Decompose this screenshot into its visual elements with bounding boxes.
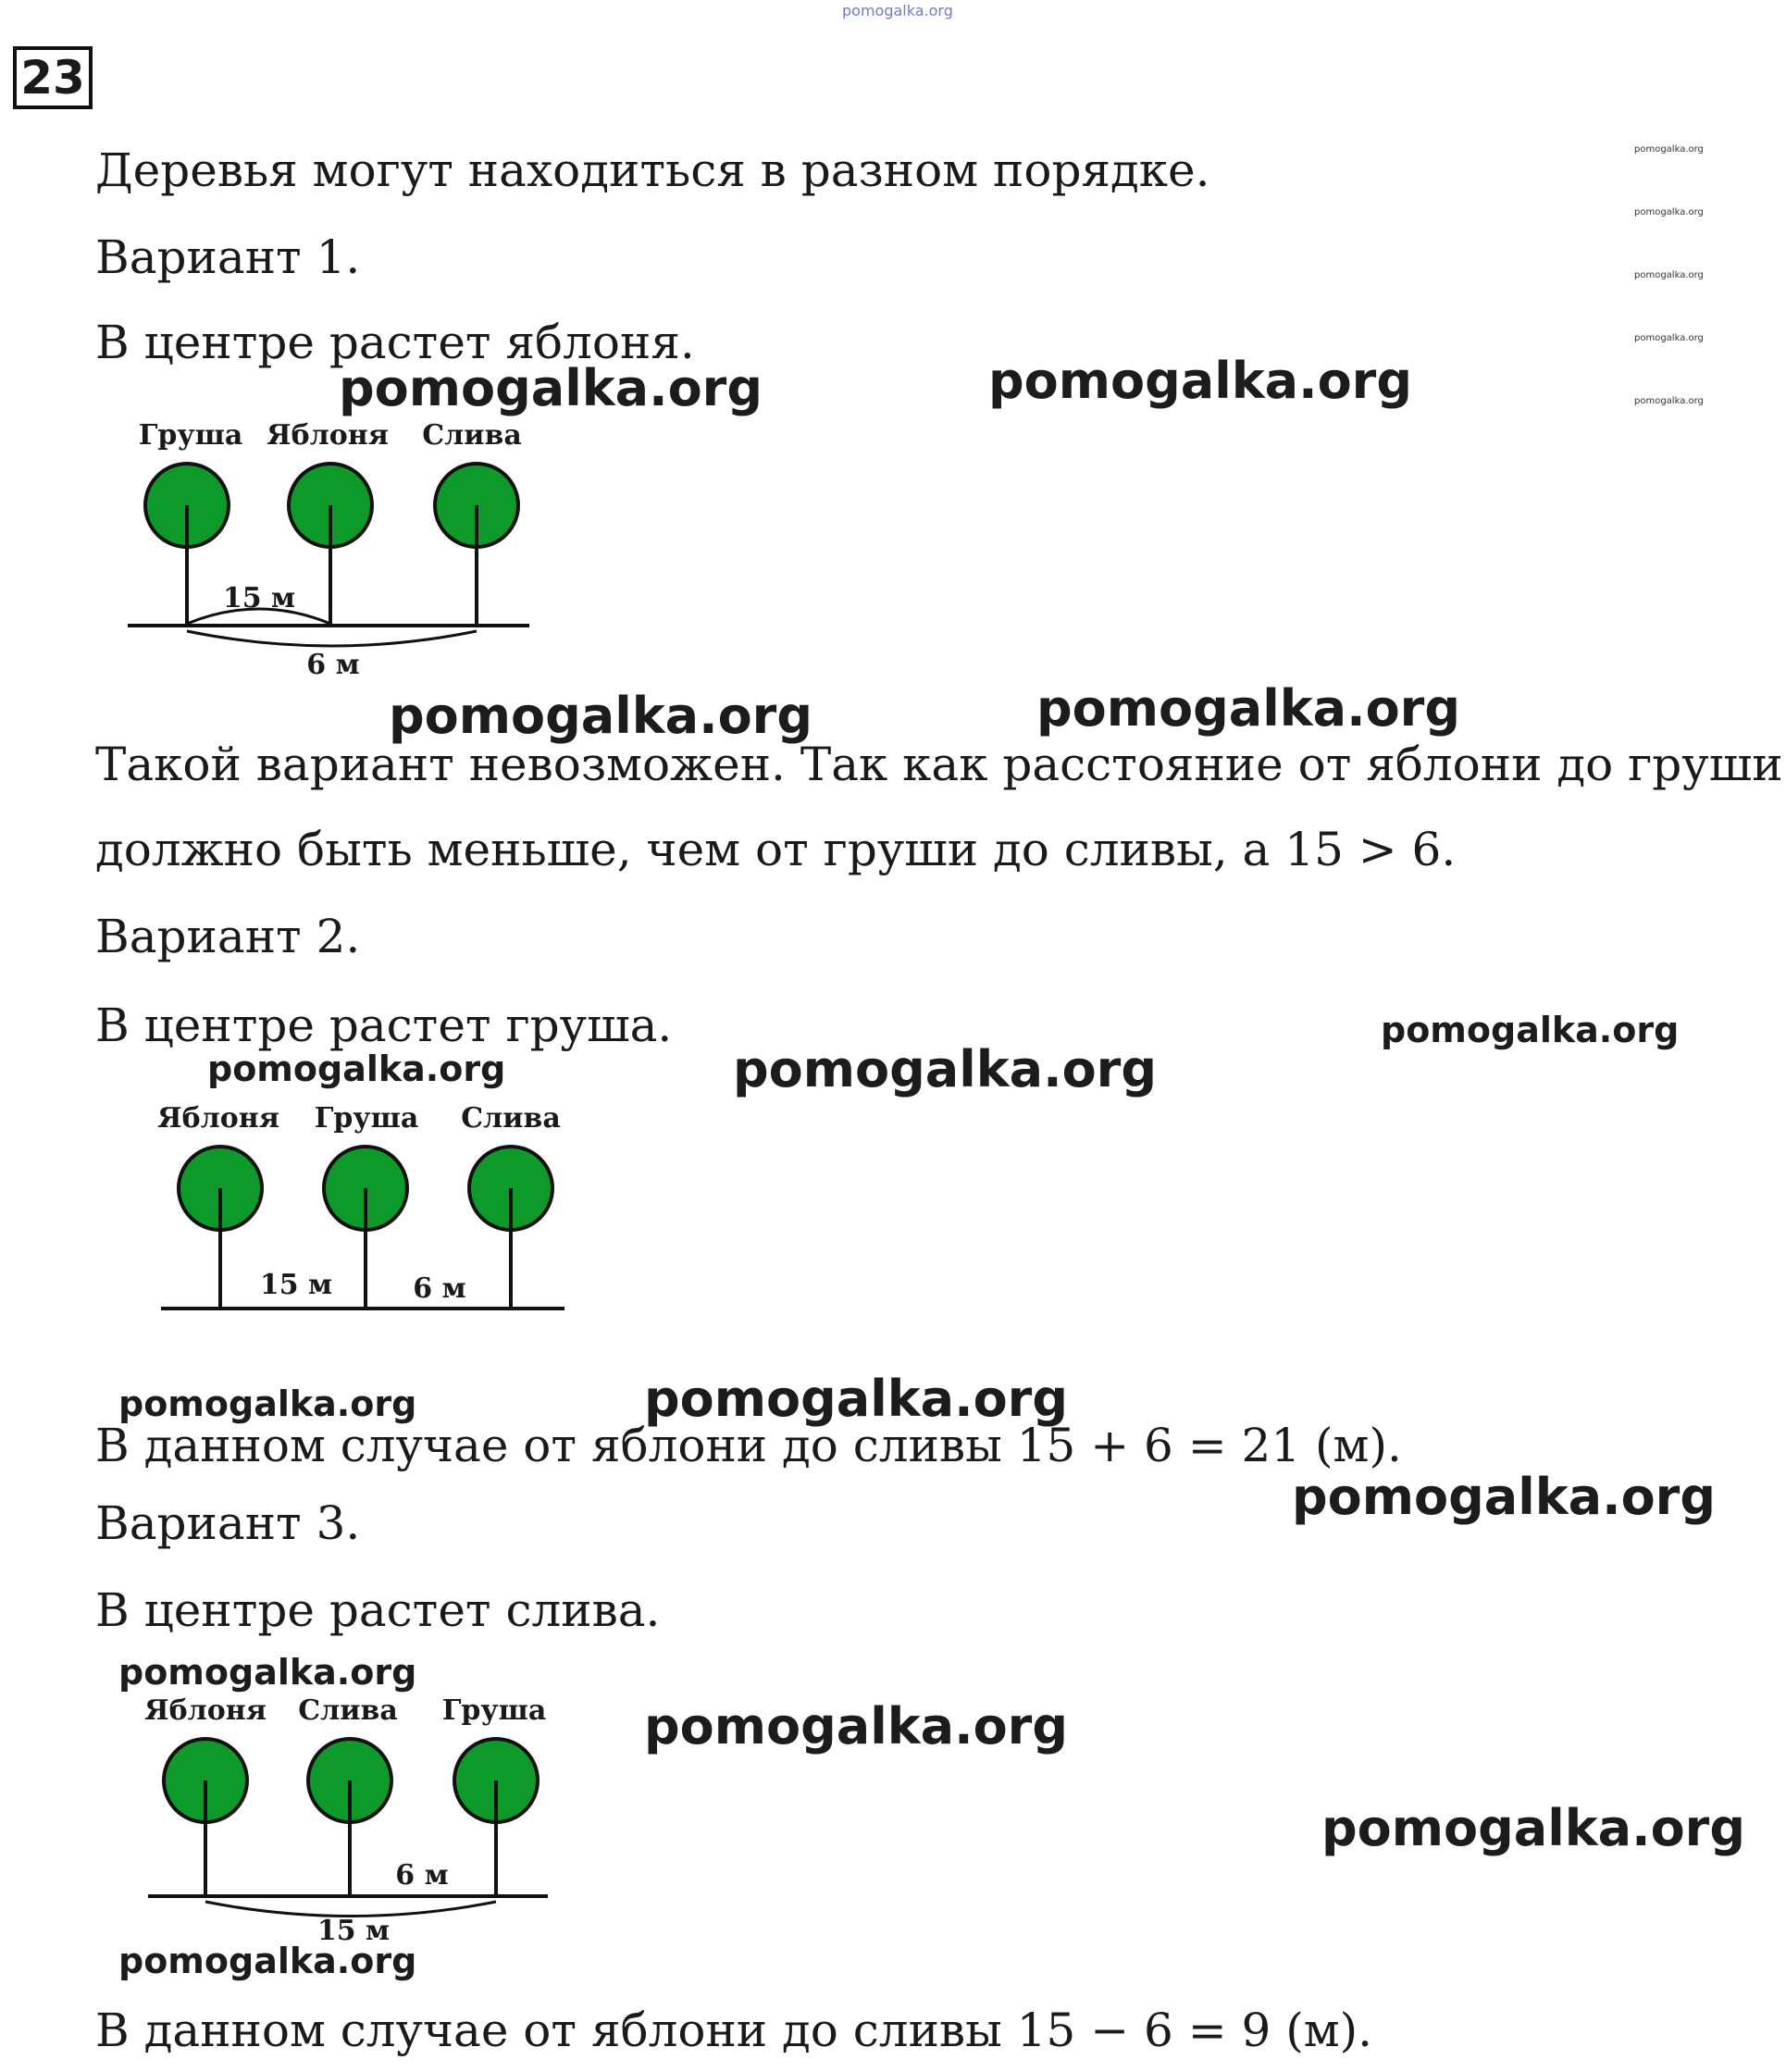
watermark-mid: pomogalka.org	[118, 1941, 417, 1981]
variant2-title: Вариант 2.	[95, 910, 361, 963]
tree-label-pear: Груша	[441, 1694, 547, 1727]
watermark-big: pomogalka.org	[644, 1370, 1068, 1428]
tree-label-pear: Груша	[314, 1102, 419, 1135]
distance-label: 6 м	[413, 1272, 466, 1305]
watermark-mid: pomogalka.org	[207, 1048, 506, 1089]
watermark-tiny: pomogalka.org	[1634, 207, 1704, 217]
watermark-tiny: pomogalka.org	[1634, 333, 1704, 343]
watermark-big: pomogalka.org	[1292, 1468, 1716, 1526]
distance-label: 15 м	[259, 1269, 333, 1301]
distance-arc	[187, 631, 477, 646]
variant2-center: В центре растет груша.	[95, 999, 673, 1052]
watermark-mid: pomogalka.org	[118, 1652, 417, 1693]
variant1-conclusion-line2: должно быть меньше, чем от груши до сливы, а 15 > 6.	[95, 823, 1457, 876]
watermark-top: pomogalka.org	[842, 2, 953, 19]
variant3-title: Вариант 3.	[95, 1496, 361, 1550]
tree-label-apple: Яблоня	[144, 1694, 267, 1727]
variant1-diagram	[120, 413, 546, 681]
tree-label-plum: Слива	[461, 1102, 561, 1135]
variant2-diagram	[157, 1096, 583, 1327]
watermark-big: pomogalka.org	[644, 1697, 1068, 1756]
watermark-big: pomogalka.org	[988, 352, 1412, 410]
tree-label-apple: Яблоня	[157, 1102, 279, 1135]
tree-label-plum: Слива	[298, 1694, 398, 1727]
watermark-big: pomogalka.org	[733, 1040, 1157, 1098]
distance-label: 15 м	[222, 582, 296, 614]
tree-label-apple: Яблоня	[267, 419, 389, 452]
watermark-big: pomogalka.org	[1036, 679, 1460, 738]
variant2-conclusion: В данном случае от яблони до сливы 15 + 6 = 21 (м).	[95, 1419, 1402, 1472]
distance-label: 6 м	[306, 649, 360, 681]
variant3-diagram	[144, 1688, 570, 1956]
distance-label: 6 м	[395, 1859, 449, 1892]
watermark-tiny: pomogalka.org	[1634, 144, 1704, 155]
variant1-conclusion-line1: Такой вариант невозможен. Так как расстояние от яблони до груши	[95, 738, 1783, 791]
task-number: 23	[13, 46, 93, 109]
watermark-big: pomogalka.org	[339, 359, 763, 417]
watermark-mid: pomogalka.org	[118, 1383, 417, 1424]
variant3-conclusion: В данном случае от яблони до сливы 15 − 6 = 9 (м).	[95, 2004, 1373, 2057]
variant1-title: Вариант 1.	[95, 230, 361, 284]
intro-text: Деревья могут находиться в разном порядке.	[95, 143, 1210, 197]
variant1-center: В центре растет яблоня.	[95, 316, 695, 369]
watermark-tiny: pomogalka.org	[1634, 396, 1704, 406]
watermark-tiny: pomogalka.org	[1634, 270, 1704, 280]
watermark-big: pomogalka.org	[389, 687, 812, 745]
tree-label-pear: Груша	[138, 419, 243, 452]
watermark-mid: pomogalka.org	[1381, 1010, 1680, 1050]
distance-label: 15 м	[316, 1915, 391, 1947]
variant3-center: В центре растет слива.	[95, 1583, 661, 1637]
watermark-big: pomogalka.org	[1321, 1799, 1745, 1857]
tree-label-plum: Слива	[422, 419, 522, 452]
